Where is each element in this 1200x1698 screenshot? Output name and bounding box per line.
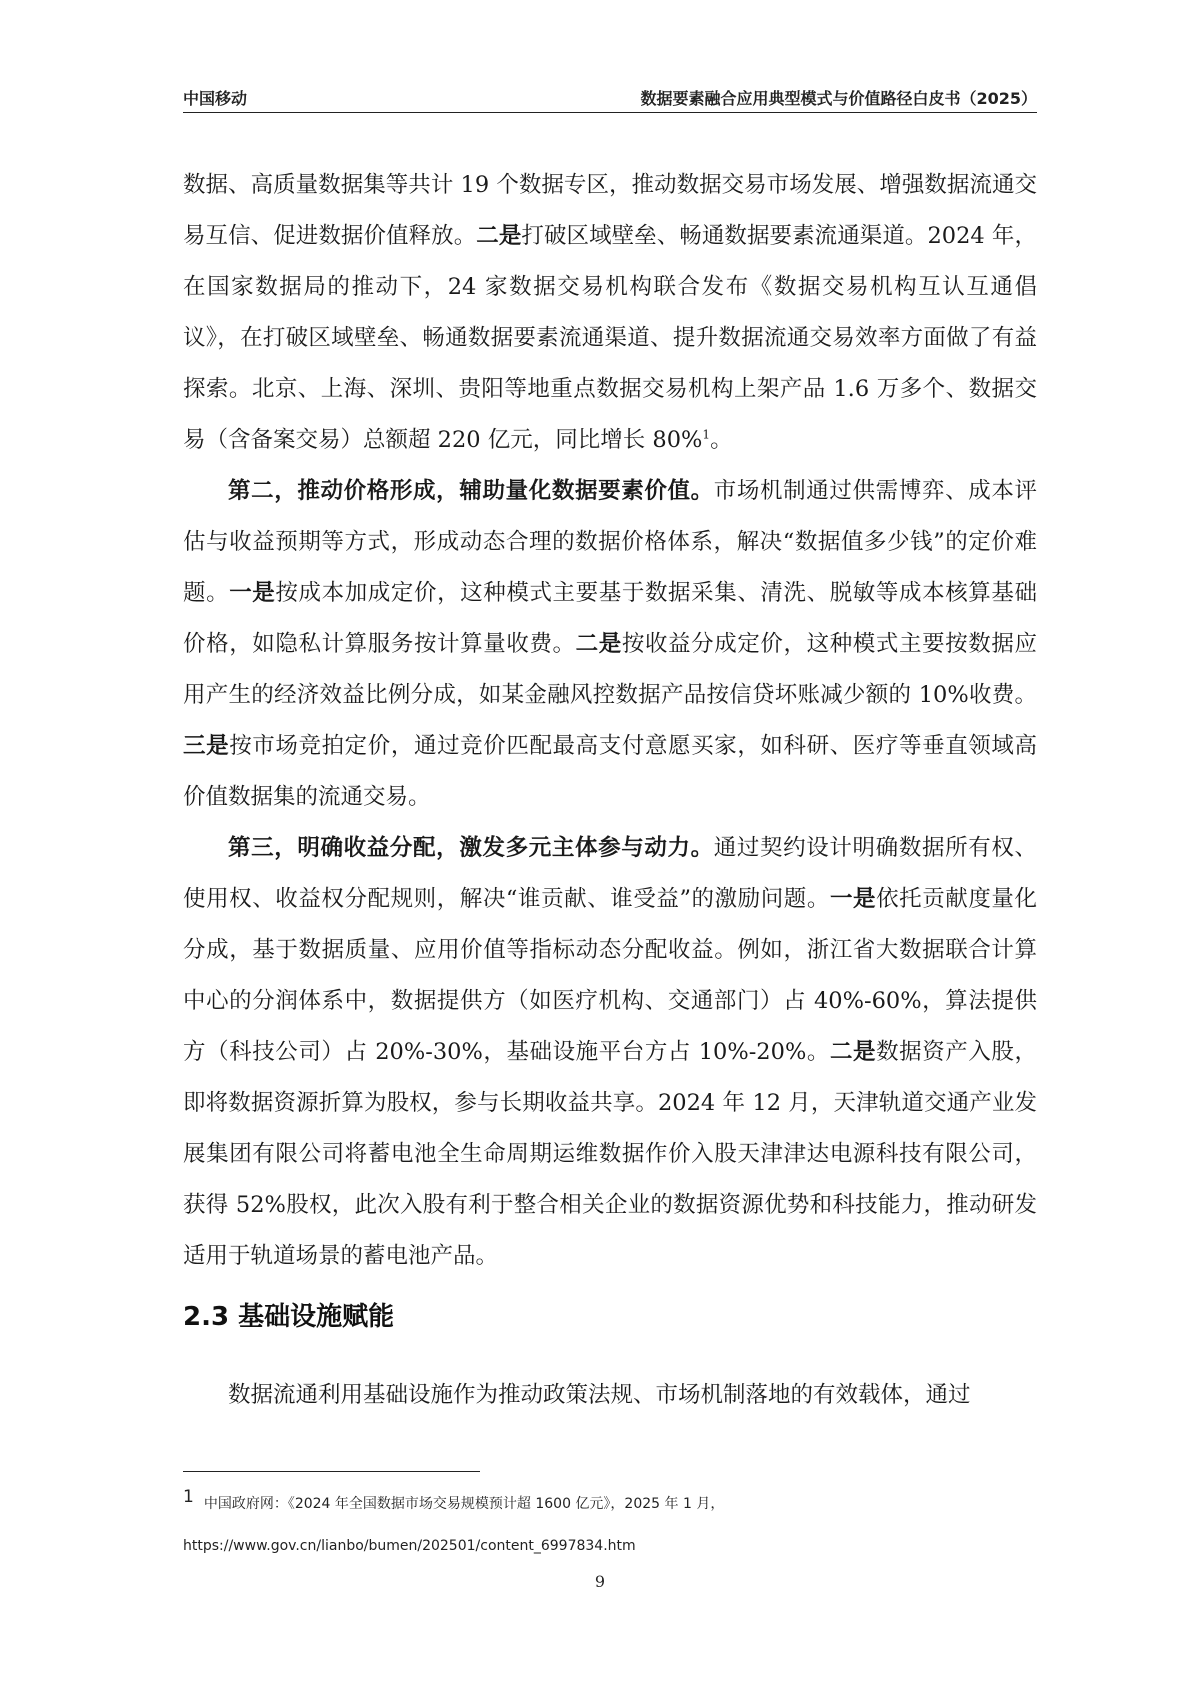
p3-text-1: 通过契约设计明确数据所有权、使用权、收益权分配规则，解决“谁贡献、谁受益”的激励问题。 — [183, 835, 1037, 912]
p2-text-3: 按收益分成定价，这种模式主要按数据应用产生的经济效益比例分成，如某金融风控数据产品按信贷坏账减少额的 10%收费。 — [183, 631, 1037, 708]
footnote-link[interactable]: https://www.gov.cn/lianbo/bumen/202501/content_6997834.htm — [183, 1538, 636, 1554]
section-heading: 2.3 基础设施赋能 — [183, 1302, 395, 1332]
paragraph-4: 数据流通利用基础设施作为推动政策法规、市场机制落地的有效载体，通过 — [228, 1382, 971, 1408]
p3-bold-1: 一是 — [829, 886, 877, 912]
p3-heading: 第三，明确收益分配，激发多元主体参与动力。 — [228, 835, 714, 861]
body-text — [183, 160, 1037, 1282]
p2-text-4: 按市场竞拍定价，通过竞价匹配最高支付意愿买家，如科研、医疗等垂直领域高价值数据集的流通交易。 — [183, 733, 1037, 810]
paragraph-1 — [183, 160, 1037, 466]
p1-text-2: 打破区域壁垒、畅通数据要素流通渠道。2024 年，在国家数据局的推动下，24 家数据交易机构联合发布《数据交易机构互认互通倡议》，在打破区域壁垒、畅通数据要素流通渠道、提升数据流通交易效率方面做了有益探索。北京、上海、深圳、贵阳等地重点数据交易机构上架产品 1.6 万多个、数据交易（含备案交易）总额超 220 亿元，同比增长 80% — [183, 223, 1037, 453]
p1-text-3: 。 — [710, 427, 733, 453]
p2-bold-3: 三是 — [183, 733, 230, 759]
p3-bold-2: 二是 — [829, 1039, 877, 1065]
footnote-ref[interactable]: 1 — [702, 427, 711, 442]
footnote-mark: 1 — [183, 1487, 194, 1507]
p1-bold-1: 二是 — [476, 223, 522, 249]
p3-text-3: 数据资产入股，即将数据资源折算为股权，参与长期收益共享。2024 年 12 月，天津轨道交通产业发展集团有限公司将蓄电池全生命周期运维数据作价入股天津津达电源科技有限公司，获得 52%股权，此次入股有利于整合相关企业的数据资源优势和科技能力，推动研发适用于轨道场景的蓄电池产品。 — [183, 1039, 1037, 1269]
p1-text-1: 数据、高质量数据集等共计 19 个数据专区，推动数据交易市场发展、增强数据流通交易互信、促进数据价值释放。 — [183, 172, 1037, 249]
paragraph-2 — [183, 466, 1037, 823]
footnote-divider — [183, 1471, 480, 1472]
p2-bold-2: 二是 — [575, 631, 622, 657]
page-number: 9 — [594, 1572, 606, 1591]
footnote — [183, 1486, 1037, 1557]
p2-text-2: 按成本加成定价，这种模式主要基于数据采集、清洗、脱敏等成本核算基础价格，如隐私计算服务按计算量收费。 — [183, 580, 1037, 657]
p2-text-1: 市场机制通过供需博弈、成本评估与收益预期等方式，形成动态合理的数据价格体系，解决“数据值多少钱”的定价难题。 — [183, 478, 1037, 606]
footnote-text: 中国政府网：《2024 年全国数据市场交易规模预计超 1600 亿元》，2025 年 1 月， — [203, 1496, 725, 1512]
header-org: 中国移动 — [183, 89, 248, 108]
p2-heading: 第二，推动价格形成，辅助量化数据要素价值。 — [228, 478, 714, 504]
page-header — [183, 84, 1037, 113]
header-title: 数据要素融合应用典型模式与价值路径白皮书（2025） — [640, 89, 1037, 108]
p3-text-2: 依托贡献度量化分成，基于数据质量、应用价值等指标动态分配收益。例如，浙江省大数据联合计算中心的分润体系中，数据提供方（如医疗机构、交通部门）占 40%-60%，算法提供方（科技公司）占 20%-30%，基础设施平台方占 10%-20%。 — [183, 886, 1037, 1065]
paragraph-3 — [183, 823, 1037, 1282]
p2-bold-1: 一是 — [229, 580, 276, 606]
